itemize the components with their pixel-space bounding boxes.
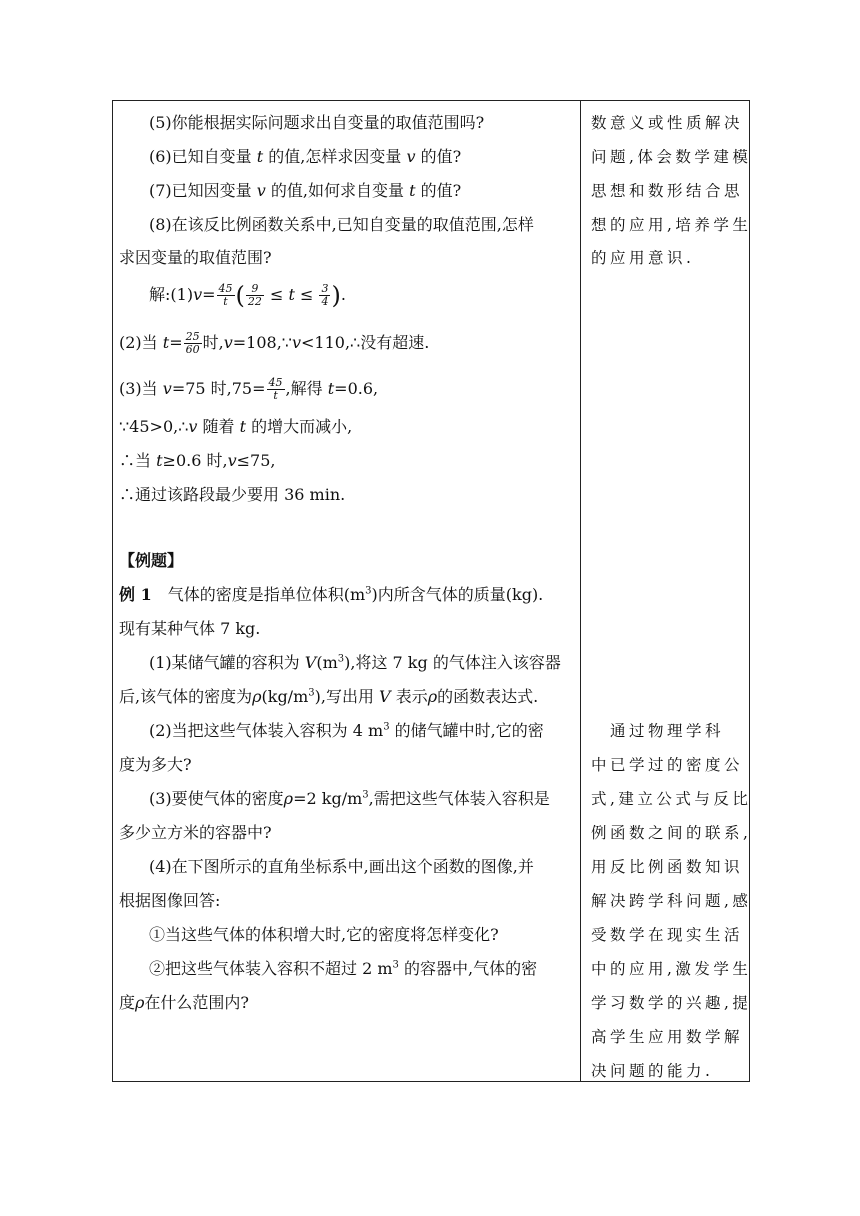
design-note-2: 高学生应用数学解 (591, 1028, 744, 1046)
design-note-1: 问题,体会数学建模 (591, 148, 752, 166)
example-q2-line2: 度为多大? (119, 755, 192, 774)
example-q1-line2: 后,该气体的密度为$\rho(kg/m^3)$,写出用 V 表示ρ的函数表达式. (119, 687, 539, 706)
solution-1: 解:(1)v= $\frac{45}{t}$ ( $\frac{9}{22}$ ≤ t ≤ $\frac{3}{4}$ ). (149, 281, 346, 310)
example-q1-line1: (1)某储气罐的容积为 $V(m^3)$,将这 7 kg 的气体注入该容器 (149, 653, 561, 672)
design-note-2: 学习数学的兴趣,提 (591, 994, 752, 1012)
design-note-2: 受数学在现实生活 (591, 926, 744, 944)
example-q4-sub1: ①当这些气体的体积增大时,它的密度将怎样变化? (149, 925, 499, 944)
design-note-2: 中已学过的密度公 (591, 756, 744, 774)
design-note-2: 决问题的能力. (591, 1062, 714, 1080)
design-note-2: 用反比例函数知识 (591, 858, 744, 876)
example-q3-line1: (3)要使气体的密度ρ=2 $kg/m^3$,需把这些气体装入容积是 (149, 789, 550, 808)
example-heading: 【例题】 (119, 551, 184, 570)
column-divider (580, 101, 581, 1081)
design-note-2: 中的应用,激发学生 (591, 960, 752, 978)
design-note-1: 想的应用,培养学生 (591, 216, 752, 234)
example-1-line2: 现有某种气体 7 kg. (119, 619, 261, 638)
fraction-25-over-60: $\frac{25}{60}$ (185, 330, 200, 356)
design-note-1: 数意义或性质解决 (591, 114, 744, 132)
example-1-line1: 例 1 气体的密度是指单位体积$(m^3)$内所含气体的质量(kg). (119, 585, 544, 604)
question-8-line2: 求因变量的取值范围? (119, 248, 272, 267)
design-note-1: 的应用意识. (591, 249, 695, 267)
example-q3-line2: 多少立方米的容器中? (119, 823, 272, 842)
solution-4: ∵45>0,∴v 随着 t 的增大而减小, (119, 417, 353, 436)
question-8-line1: (8)在该反比例函数关系中,已知自变量的取值范围,怎样 (149, 215, 534, 234)
example-q4-line1: (4)在下图所示的直角坐标系中,画出这个函数的图像,并 (149, 857, 534, 876)
solution-3: (3)当 v=75 时,75= $\frac{45}{t}$ ,解得 t=0.6, (119, 376, 379, 402)
solution-2: (2)当 t= $\frac{25}{60}$ 时,v=108,∵v<110,∴没有超速. (119, 330, 430, 356)
example-q4-sub2-line1: ②把这些气体装入容积不超过 2 $m^3$ 的容器中,气体的密 (149, 959, 538, 978)
fraction-45-over-t-2: $\frac{45}{t}$ (268, 376, 283, 402)
example-q2-line1: (2)当把这些气体装入容积为 4 $m^3$ 的储气罐中时,它的密 (149, 721, 544, 740)
fraction-9-over-22: $\frac{9}{22}$ (247, 282, 262, 308)
fraction-3-over-4: $\frac{3}{4}$ (321, 282, 329, 308)
solution-5: ∴当 t≥0.6 时,v≤75, (119, 451, 276, 470)
question-5: (5)你能根据实际问题求出自变量的取值范围吗? (149, 113, 485, 132)
design-note-1: 思想和数形结合思 (591, 182, 744, 200)
fraction-45-over-t: $\frac{45}{t}$ (218, 282, 233, 308)
design-note-2: 式,建立公式与反比 (591, 790, 752, 808)
design-note-2: 例函数之间的联系, (591, 824, 752, 842)
design-note-2: 解决跨学科问题,感 (591, 892, 752, 910)
question-6: (6)已知自变量 t 的值,怎样求因变量 v 的值? (149, 147, 462, 166)
lesson-table (112, 100, 750, 1082)
question-7: (7)已知因变量 v 的值,如何求自变量 t 的值? (149, 181, 462, 200)
design-note-2: 通过物理学科 (591, 722, 725, 740)
solution-6: ∴通过该路段最少要用 36 min. (119, 485, 346, 504)
example-q4-line2: 根据图像回答: (119, 891, 221, 910)
example-q4-sub2-line2: 度ρ在什么范围内? (119, 993, 250, 1012)
